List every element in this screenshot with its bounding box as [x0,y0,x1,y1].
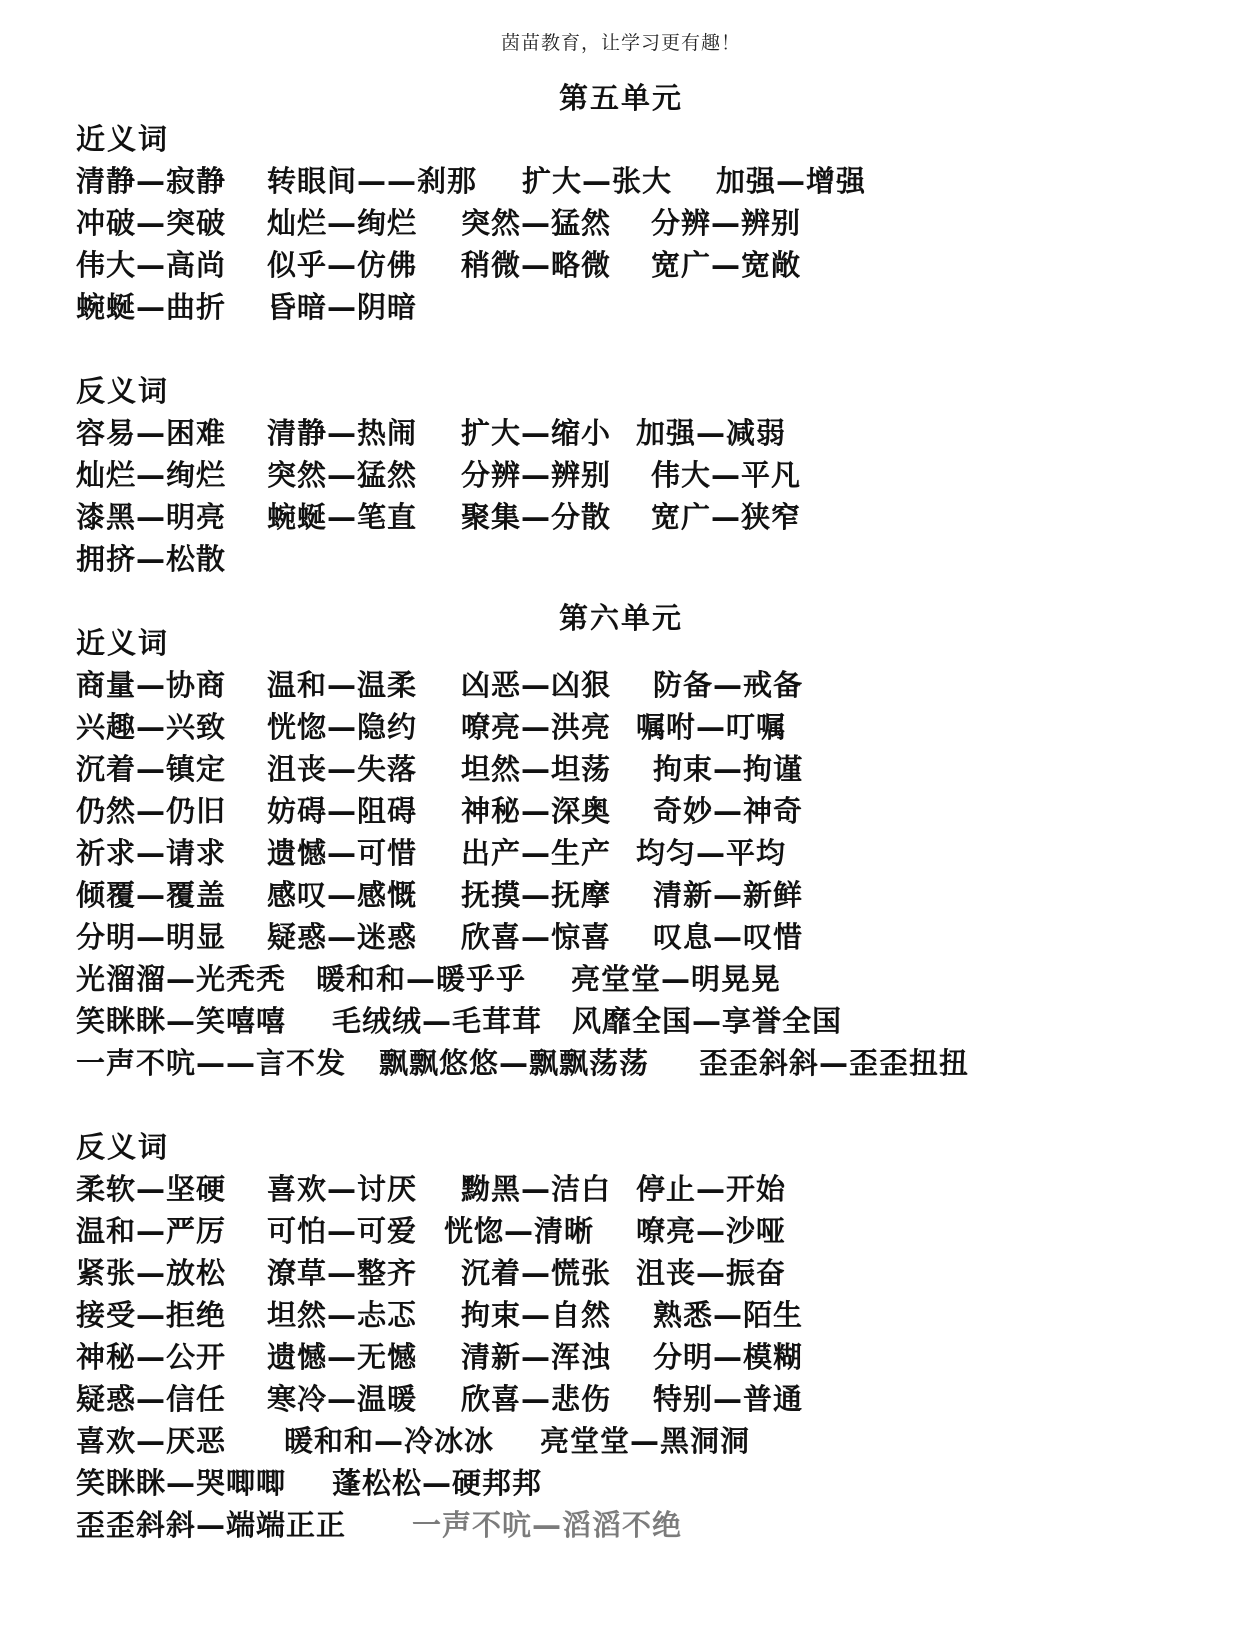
word-pair: 分明—明显 [76,920,227,954]
word-pair: 冲破—突破 [76,206,227,240]
word-pair: 清新—新鲜 [653,878,804,912]
unit-6-title: 第六单元 [558,601,683,635]
word-pair: 笑眯眯—笑嘻嘻 [76,1004,287,1038]
word-pair: 恍惚—隐约 [267,710,418,744]
word-pair: 暖和和—冷冰冰 [284,1424,495,1458]
word-pair: 风靡全国—享誉全国 [572,1004,843,1038]
word-pair: 加强—减弱 [636,416,787,450]
word-pair: 分辨—辨别 [651,206,802,240]
word-pair: 蜿蜒—曲折 [76,290,227,324]
word-pair: 稍微—略微 [461,248,612,282]
word-pair: 一声不吭——言不发 [76,1046,347,1080]
word-pair: 嘱咐—叮嘱 [636,710,787,744]
word-pair: 歪歪斜斜—歪歪扭扭 [699,1046,970,1080]
word-pair: 沉着—慌张 [461,1256,612,1290]
word-pair: 拥挤—松散 [76,542,227,576]
word-pair: 昏暗—阴暗 [267,290,418,324]
word-pair: 寒冷—温暖 [267,1382,418,1416]
word-pair: 沉着—镇定 [76,752,227,786]
page-header: 茵苗教育，让学习更有趣！ [500,32,741,54]
word-pair: 漆黑—明亮 [76,500,227,534]
word-pair: 嘹亮—洪亮 [461,710,612,744]
word-pair: 欣喜—惊喜 [461,920,612,954]
unit-5-antonyms-label: 反义词 [76,374,170,408]
word-pair: 祈求—请求 [76,836,227,870]
word-pair: 坦然—坦荡 [461,752,612,786]
word-pair: 停止—开始 [636,1172,787,1206]
word-pair: 似乎—仿佛 [267,248,418,282]
word-pair: 叹息—叹惜 [653,920,804,954]
word-pair: 仍然—仍旧 [76,794,227,828]
unit-6-antonyms-label: 反义词 [76,1130,170,1164]
word-pair: 扩大—缩小 [461,416,612,450]
word-pair: 宽广—宽敞 [651,248,802,282]
word-pair: 突然—猛然 [267,458,418,492]
word-pair: 拘束—拘谨 [653,752,804,786]
word-pair: 清静—热闹 [267,416,418,450]
unit-6-synonyms-label: 近义词 [76,626,170,660]
word-pair: 聚集—分散 [461,500,612,534]
word-pair: 抚摸—抚摩 [461,878,612,912]
word-pair: 倾覆—覆盖 [76,878,227,912]
word-pair: 分明—模糊 [653,1340,804,1374]
word-pair: 温和—温柔 [267,668,418,702]
word-pair: 嘹亮—沙哑 [636,1214,787,1248]
word-pair: 遗憾—可惜 [267,836,418,870]
word-pair: 妨碍—阻碍 [267,794,418,828]
word-pair: 恍惚—清晰 [444,1214,595,1248]
word-pair: 防备—戒备 [653,668,804,702]
word-pair: 扩大—张大 [522,164,673,198]
word-pair: 光溜溜—光秃秃 [76,962,287,996]
word-pair: 暖和和—暖乎乎 [316,962,527,996]
word-pair: 欣喜—悲伤 [461,1382,612,1416]
unit-5-synonyms-label: 近义词 [76,122,170,156]
word-pair: 紧张—放松 [76,1256,227,1290]
word-pair: 转眼间——刹那 [267,164,478,198]
word-pair: 亮堂堂—明晃晃 [571,962,782,996]
word-pair: 飘飘悠悠—飘飘荡荡 [379,1046,650,1080]
word-pair: 伟大—平凡 [651,458,802,492]
word-pair: 沮丧—振奋 [636,1256,787,1290]
word-pair: 喜欢—厌恶 [76,1424,227,1458]
word-pair: 熟悉—陌生 [653,1298,804,1332]
word-pair: 清新—浑浊 [461,1340,612,1374]
word-pair: 沮丧—失落 [267,752,418,786]
word-pair: 商量—协商 [76,668,227,702]
word-pair: 均匀—平均 [636,836,787,870]
word-pair: 喜欢—讨厌 [267,1172,418,1206]
word-pair: 歪歪斜斜—端端正正 [76,1508,347,1542]
word-pair: 出产—生产 [461,836,612,870]
word-pair: 疑惑—信任 [76,1382,227,1416]
word-pair: 突然—猛然 [461,206,612,240]
word-pair: 黝黑—洁白 [461,1172,612,1206]
word-pair: 灿烂—绚烂 [76,458,227,492]
word-pair: 疑惑—迷惑 [267,920,418,954]
word-pair: 毛绒绒—毛茸茸 [332,1004,543,1038]
word-pair: 温和—严厉 [76,1214,227,1248]
word-pair: 潦草—整齐 [267,1256,418,1290]
word-pair: 亮堂堂—黑洞洞 [540,1424,751,1458]
word-pair: 笑眯眯—哭唧唧 [76,1466,287,1500]
word-pair: 奇妙—神奇 [653,794,804,828]
word-pair: 接受—拒绝 [76,1298,227,1332]
word-pair: 分辨—辨别 [461,458,612,492]
word-pair: 容易—困难 [76,416,227,450]
word-pair: 蓬松松—硬邦邦 [332,1466,543,1500]
word-pair: 加强—增强 [716,164,867,198]
word-pair: 神秘—公开 [76,1340,227,1374]
unit-5-title: 第五单元 [558,81,683,115]
word-pair: 可怕—可爱 [267,1214,418,1248]
word-pair: 伟大—高尚 [76,248,227,282]
word-pair: 兴趣—兴致 [76,710,227,744]
word-pair: 感叹—感慨 [267,878,418,912]
word-pair: 拘束—自然 [461,1298,612,1332]
word-pair: 凶恶—凶狠 [461,668,612,702]
word-pair: 一声不吭—滔滔不绝 [412,1508,683,1542]
word-pair: 神秘—深奥 [461,794,612,828]
word-pair: 遗憾—无憾 [267,1340,418,1374]
word-pair: 灿烂—绚烂 [267,206,418,240]
word-pair: 柔软—坚硬 [76,1172,227,1206]
word-pair: 清静—寂静 [76,164,227,198]
word-pair: 宽广—狭窄 [651,500,802,534]
word-pair: 蜿蜒—笔直 [267,500,418,534]
word-pair: 特别—普通 [653,1382,804,1416]
word-pair: 坦然—忐忑 [267,1298,418,1332]
